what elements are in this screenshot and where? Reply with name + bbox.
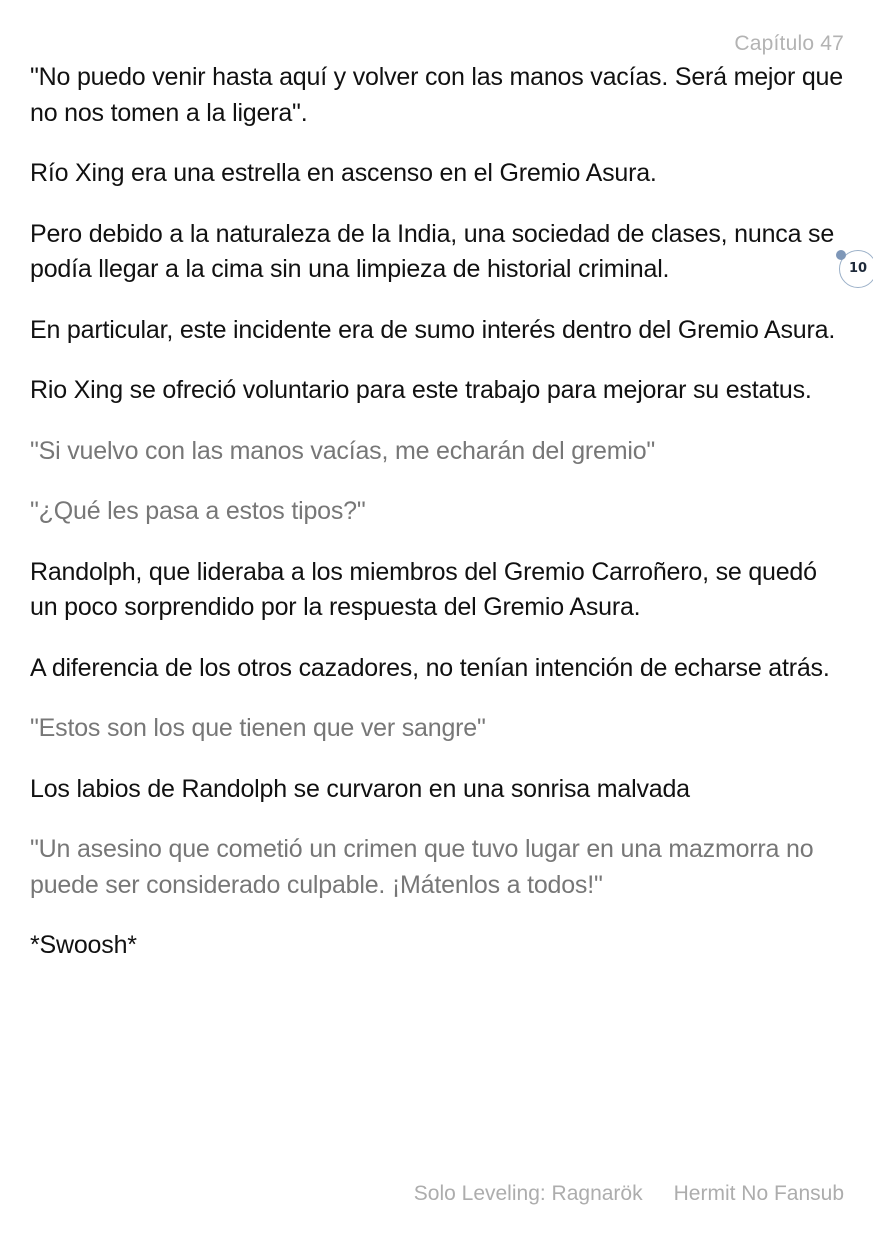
paragraph-narration: Río Xing era una estrella en ascenso en el Gremio Asura. [30, 159, 657, 187]
paragraph-narration: Randolph, que lideraba a los miembros del Gremio Carroñero, se quedó un poco sorprendido por la respuesta del Gremio Asura. [30, 557, 817, 621]
footer-series-title: Solo Leveling: Ragnarök [413, 1182, 643, 1205]
paragraph-narration: Los labios de Randolph se curvaron en una sonrisa malvada [30, 774, 690, 803]
paragraph-narration: Rio Xing se ofreció voluntario para este trabajo para mejorar su estatus. [30, 376, 812, 404]
paragraph-dialogue: "Un asesino que cometió un crimen que tuvo lugar en una mazmorra no puede ser considerado culpable. ¡Mátenlos a todos!" [30, 835, 814, 899]
paragraph-narration: Pero debido a la naturaleza de la India, una sociedad de clases, nunca se podía llegar a la cima sin una limpieza de historial criminal. [30, 219, 835, 283]
chapter-header: Capítulo 47 [734, 32, 844, 55]
page-footer [414, 1182, 844, 1206]
paragraph-dialogue: "Estos son los que tienen que ver sangre" [30, 714, 486, 742]
paragraph-narration: *Swoosh* [30, 931, 137, 959]
page-indicator-dot-icon [836, 250, 846, 260]
paragraph-narration: "No puedo venir hasta aquí y volver con las manos vacías. Será mejor que no nos tomen a la ligera". [30, 63, 843, 127]
paragraph-narration: En particular, este incidente era de sumo interés dentro del Gremio Asura. [30, 315, 836, 344]
footer-translator: Hermit No Fansub [673, 1182, 844, 1205]
page-number: 10 [849, 261, 868, 276]
chapter-text [30, 60, 846, 989]
paragraph-dialogue: "Si vuelvo con las manos vacías, me echarán del gremio" [30, 436, 656, 465]
paragraph-narration: A diferencia de los otros cazadores, no tenían intención de echarse atrás. [30, 653, 830, 682]
paragraph-dialogue: "¿Qué les pasa a estos tipos?" [30, 497, 366, 525]
page-indicator-badge[interactable] [839, 250, 873, 288]
